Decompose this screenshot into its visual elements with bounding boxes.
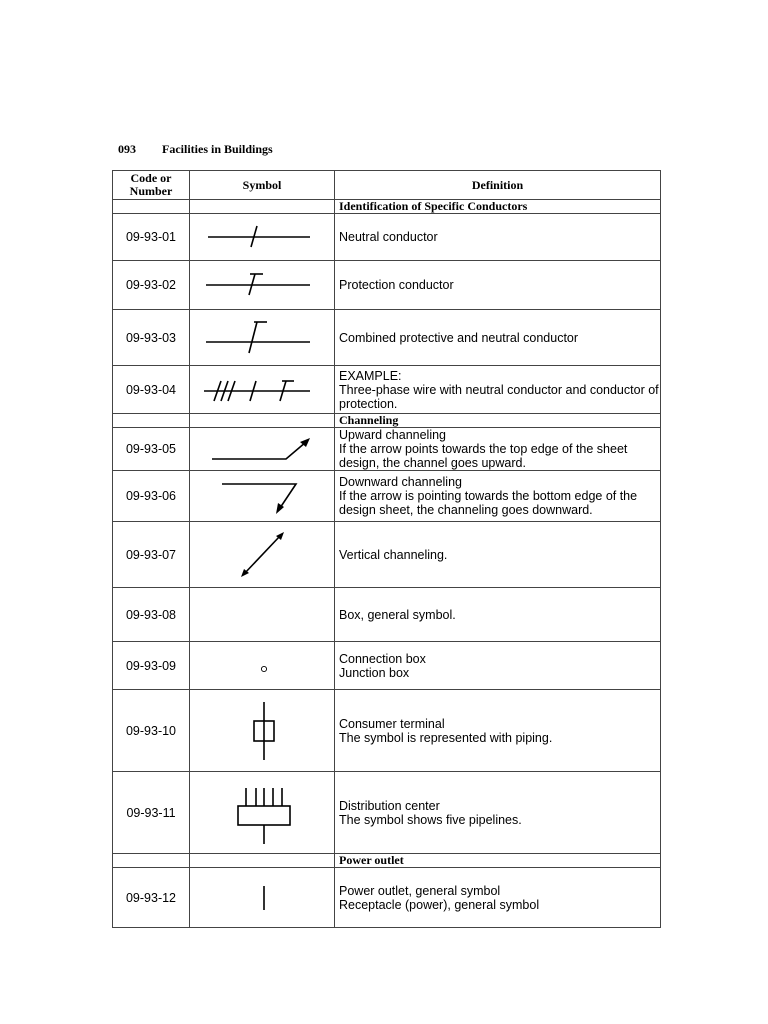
symbol-protection-conductor <box>190 261 335 310</box>
header-code: Code or Number <box>113 171 190 200</box>
row-definition: Distribution center The symbol shows five pipelines. <box>335 772 661 854</box>
row-definition: Downward channeling If the arrow is pointing towards the bottom edge of the design sheet, the channeling goes downward. <box>335 471 661 522</box>
row-code: 09-93-03 <box>113 310 190 366</box>
row-definition: Combined protective and neutral conductor <box>335 310 661 366</box>
header-symbol: Symbol <box>190 171 335 200</box>
symbol-three-phase-example <box>190 366 335 414</box>
header-definition: Definition <box>335 171 661 200</box>
section-number: 093 <box>118 142 136 156</box>
row-definition: Box, general symbol. <box>335 588 661 642</box>
symbol-upward-channeling <box>190 428 335 471</box>
row-definition: Neutral conductor <box>335 214 661 261</box>
symbol-distribution-center <box>190 772 335 854</box>
table-row <box>113 868 661 928</box>
row-definition: Connection box Junction box <box>335 642 661 690</box>
section-label-conductors: Identification of Specific Conductors <box>335 200 661 214</box>
section-label-power-outlet: Power outlet <box>335 854 661 868</box>
row-definition: Protection conductor <box>335 261 661 310</box>
row-definition: Consumer terminal The symbol is represented with piping. <box>335 690 661 772</box>
symbol-consumer-terminal <box>190 690 335 772</box>
table-row <box>113 690 661 772</box>
symbol-connection-box <box>190 642 335 690</box>
row-code: 09-93-08 <box>113 588 190 642</box>
section-row <box>113 854 661 868</box>
page-heading <box>118 142 273 157</box>
table-row <box>113 366 661 414</box>
table-row <box>113 471 661 522</box>
section-row <box>113 200 661 214</box>
symbol-power-outlet <box>190 868 335 928</box>
row-code: 09-93-12 <box>113 868 190 928</box>
row-code: 09-93-02 <box>113 261 190 310</box>
symbol-table <box>112 170 661 928</box>
row-code: 09-93-11 <box>113 772 190 854</box>
table-row <box>113 214 661 261</box>
row-definition: Vertical channeling. <box>335 522 661 588</box>
table-row <box>113 261 661 310</box>
table-row <box>113 522 661 588</box>
row-code: 09-93-07 <box>113 522 190 588</box>
table-row <box>113 772 661 854</box>
section-label-channeling: Channeling <box>335 414 661 428</box>
table-row <box>113 428 661 471</box>
symbol-neutral-conductor <box>190 214 335 261</box>
symbol-box-general <box>190 588 335 642</box>
row-definition: EXAMPLE: Three-phase wire with neutral conductor and conductor of protection. <box>335 366 661 414</box>
row-code: 09-93-04 <box>113 366 190 414</box>
row-code: 09-93-05 <box>113 428 190 471</box>
section-title: Facilities in Buildings <box>162 142 273 156</box>
row-code: 09-93-06 <box>113 471 190 522</box>
row-code: 09-93-09 <box>113 642 190 690</box>
header-row <box>113 171 661 200</box>
table-row <box>113 310 661 366</box>
symbol-downward-channeling <box>190 471 335 522</box>
table-row <box>113 588 661 642</box>
symbol-combined-conductor <box>190 310 335 366</box>
row-code: 09-93-10 <box>113 690 190 772</box>
section-row <box>113 414 661 428</box>
row-code: 09-93-01 <box>113 214 190 261</box>
row-definition: Upward channeling If the arrow points towards the top edge of the sheet design, the channel goes upward. <box>335 428 661 471</box>
row-definition: Power outlet, general symbol Receptacle (power), general symbol <box>335 868 661 928</box>
symbol-vertical-channeling <box>190 522 335 588</box>
table-row <box>113 642 661 690</box>
